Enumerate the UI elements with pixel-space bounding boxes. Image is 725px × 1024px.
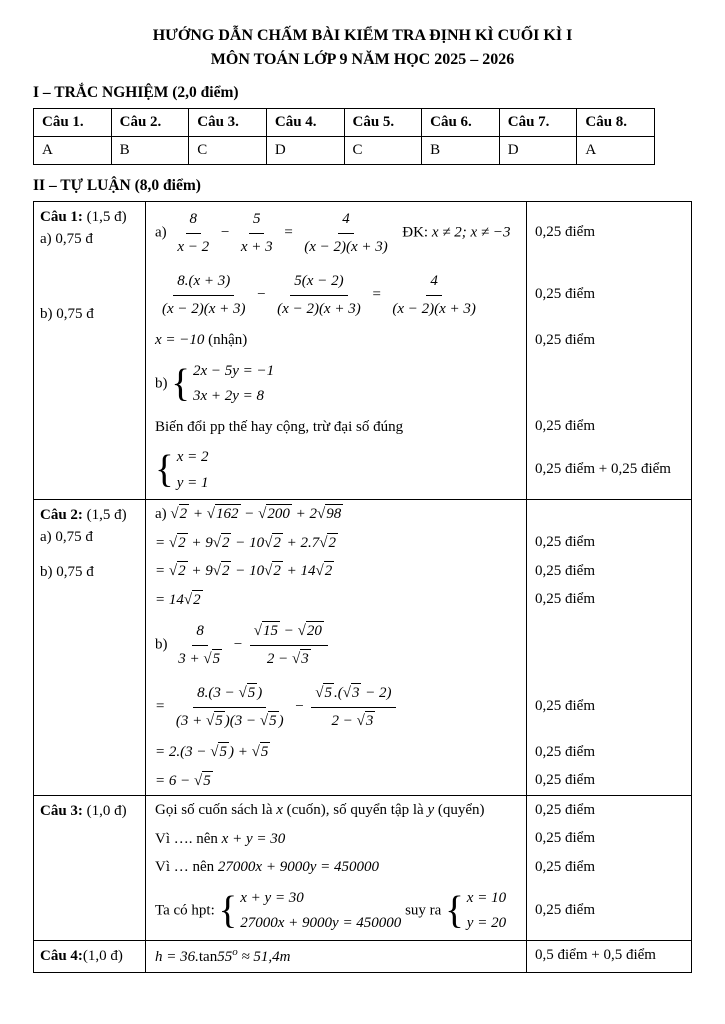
- solution-line: [146, 796, 691, 825]
- points-cell: 0,25 điểm: [526, 264, 691, 326]
- question-2-label: [40, 507, 139, 524]
- question-2-label-cell: [34, 500, 146, 795]
- question-3-label: [40, 803, 139, 820]
- solution-content: $\frac{8.(x + 3)}{(x - 2)(x + 3)}$ − $\frac{5(x - 2)}{(x - 2)(x + 3)}$ = $\frac{4}{(x - 2)(x + 3)}$: [146, 264, 526, 326]
- question-2-sub-b: b) 0,75 đ: [40, 564, 94, 580]
- points-cell: [526, 500, 691, 529]
- solution-line: [146, 586, 691, 615]
- solution-line: [146, 413, 691, 442]
- points-cell: 0,25 điểm: [526, 529, 691, 558]
- solution-line: [146, 500, 691, 529]
- essay-answer-table: [33, 201, 692, 973]
- points-cell: 0,25 điểm: [526, 738, 691, 767]
- question-1-points-total: (1,5 đ): [82, 209, 127, 225]
- points-cell: 0,25 điểm + 0,25 điểm: [526, 441, 691, 499]
- question-3-body: [146, 796, 691, 940]
- points-cell: 0,25 điểm: [526, 557, 691, 586]
- solution-content: = 6 − √ 5: [146, 767, 526, 796]
- solution-content: { x = 2 y = 1: [155, 448, 209, 492]
- question-1-label-cell: [34, 202, 146, 499]
- points-cell: 0,25 điểm: [526, 853, 691, 882]
- solution-content: Vì …. nên x + y = 30: [155, 830, 286, 847]
- solution-content: = √ 2 + 9 √ 2 − 10 √ 2 + 14 √ 2: [146, 557, 526, 586]
- solution-line: [146, 557, 691, 586]
- points-cell: 0,25 điểm: [526, 767, 691, 796]
- points-cell: 0,25 điểm: [526, 326, 691, 355]
- solution-content: Ta có hpt: { x + y = 30 27000x + 9000y = 450000 suy ra { x = 10 y = 20: [155, 888, 507, 932]
- solution-line: [146, 264, 691, 326]
- points-cell: 0,25 điểm: [526, 676, 691, 738]
- solution-content: = 2.(3 − √ 5 ) + √ 5: [146, 738, 526, 767]
- mc-answer-cell: B: [111, 137, 189, 165]
- question-2-points-total: (1,5 đ): [82, 507, 127, 523]
- mc-header-cell: Câu 7.: [499, 109, 577, 137]
- points-cell: [526, 614, 691, 676]
- question-3-label-cell: [34, 796, 146, 940]
- solution-line: [146, 853, 691, 882]
- solution-line: [146, 614, 691, 676]
- mc-header-row: [34, 109, 655, 137]
- mc-header-cell: Câu 6.: [422, 109, 500, 137]
- solution-line: [146, 676, 691, 738]
- mc-answer-cell: C: [189, 137, 267, 165]
- points-cell: 0,25 điểm: [526, 825, 691, 854]
- solution-content: a) $\frac{8}{x - 2}$ − $\frac{5}{x + 3}$ = $\frac{4}{(x - 2)(x + 3)}$ ĐK: x ≠ 2; x ≠ −3: [146, 202, 526, 264]
- question-row-4: [34, 941, 691, 972]
- solution-content: Gọi số cuốn sách là x (cuốn), số quyển tập là y (quyển): [155, 802, 485, 818]
- solution-line: [146, 202, 691, 264]
- solution-content: b) $\frac{8}{3 + √ 5}$ − √ $\frac{15 - √ 20}{2 - √ 3}$: [146, 614, 526, 676]
- mc-header-cell: Câu 3.: [189, 109, 267, 137]
- points-cell: 0,5 điểm + 0,5 điểm: [526, 941, 691, 972]
- solution-line: [146, 529, 691, 558]
- solution-line: [146, 825, 691, 854]
- solution-content: $h = 36.\tan 55^o \approx 51,4m$: [155, 945, 291, 965]
- solution-content: x = −10 (nhận): [155, 332, 248, 348]
- mc-header-cell: Câu 5.: [344, 109, 422, 137]
- points-cell: 0,25 điểm: [526, 413, 691, 442]
- solution-line: [146, 355, 691, 413]
- question-1-sub-b: b) 0,75 đ: [40, 306, 94, 322]
- section1-heading: I – TRẮC NGHIỆM (2,0 điểm): [33, 84, 239, 101]
- solution-line: [146, 441, 691, 499]
- points-cell: 0,25 điểm: [526, 882, 691, 940]
- question-1-sub-a: a) 0,75 đ: [40, 231, 93, 247]
- document-title: [33, 24, 692, 72]
- mc-answer-cell: B: [422, 137, 500, 165]
- solution-content: a) √ 2 + √ 162 − √ 200 + 2 √ 98: [146, 500, 526, 529]
- mc-answer-cell: C: [344, 137, 422, 165]
- question-2-number: Câu 2:: [40, 507, 83, 523]
- solution-line: [146, 738, 691, 767]
- solution-content: = $\frac{8.(3 - √ 5 )}{(3 + √ 5 )(3 - √ 5 )}$ − √ $\frac{5 .( √ 3 - 2)}{2 - √ 3}$: [146, 676, 526, 738]
- section2-heading: II – TỰ LUẬN (8,0 điểm): [33, 177, 201, 194]
- question-4-number: Câu 4:: [40, 947, 83, 964]
- points-cell: 0,25 điểm: [526, 202, 691, 264]
- question-1-body: [146, 202, 691, 499]
- solution-content: Vì … nên 27000x + 9000y = 450000: [155, 859, 379, 875]
- multiple-choice-table: [33, 108, 655, 165]
- solution-line: [146, 882, 691, 940]
- mc-header-cell: Câu 2.: [111, 109, 189, 137]
- points-cell: 0,25 điểm: [526, 796, 691, 825]
- mc-header-cell: Câu 4.: [266, 109, 344, 137]
- solution-line: [146, 767, 691, 796]
- question-4-label: [40, 948, 139, 965]
- question-3-points-total: (1,0 đ): [82, 803, 127, 819]
- question-2-body: [146, 500, 691, 795]
- mc-answer-cell: A: [577, 137, 655, 165]
- mc-answer-cell: A: [34, 137, 112, 165]
- question-4-label-cell: [34, 941, 146, 972]
- solution-line: [146, 326, 691, 355]
- mc-header-cell: Câu 1.: [34, 109, 112, 137]
- points-cell: [526, 355, 691, 413]
- question-4-body: [146, 941, 691, 972]
- solution-line: [146, 941, 691, 972]
- solution-content: = √ 2 + 9 √ 2 − 10 √ 2 + 2.7 √ 2: [146, 529, 526, 558]
- solution-content: Biến đổi pp thế hay cộng, trừ đại số đúng: [155, 418, 404, 435]
- solution-content: b) { 2x − 5y = −1 3x + 2y = 8: [155, 361, 275, 405]
- points-cell: 0,25 điểm: [526, 586, 691, 615]
- title-line-2: MÔN TOÁN LỚP 9 NĂM HỌC 2025 – 2026: [210, 51, 515, 68]
- mc-answer-row: [34, 137, 655, 165]
- question-1-label: [40, 209, 139, 226]
- mc-header-cell: Câu 8.: [577, 109, 655, 137]
- question-row-2: [34, 500, 691, 796]
- question-3-number: Câu 3:: [40, 803, 83, 819]
- question-1-number: Câu 1:: [40, 209, 83, 225]
- question-row-1: [34, 202, 691, 500]
- question-2-sub-a: a) 0,75 đ: [40, 529, 93, 545]
- question-4-points-total: (1,0 đ): [82, 947, 123, 964]
- title-line-1: HƯỚNG DẪN CHẤM BÀI KIỂM TRA ĐỊNH KÌ CUỐI KÌ I: [152, 27, 573, 44]
- mc-answer-cell: D: [266, 137, 344, 165]
- question-row-3: [34, 796, 691, 941]
- mc-answer-cell: D: [499, 137, 577, 165]
- solution-content: = 14 √ 2: [146, 586, 526, 615]
